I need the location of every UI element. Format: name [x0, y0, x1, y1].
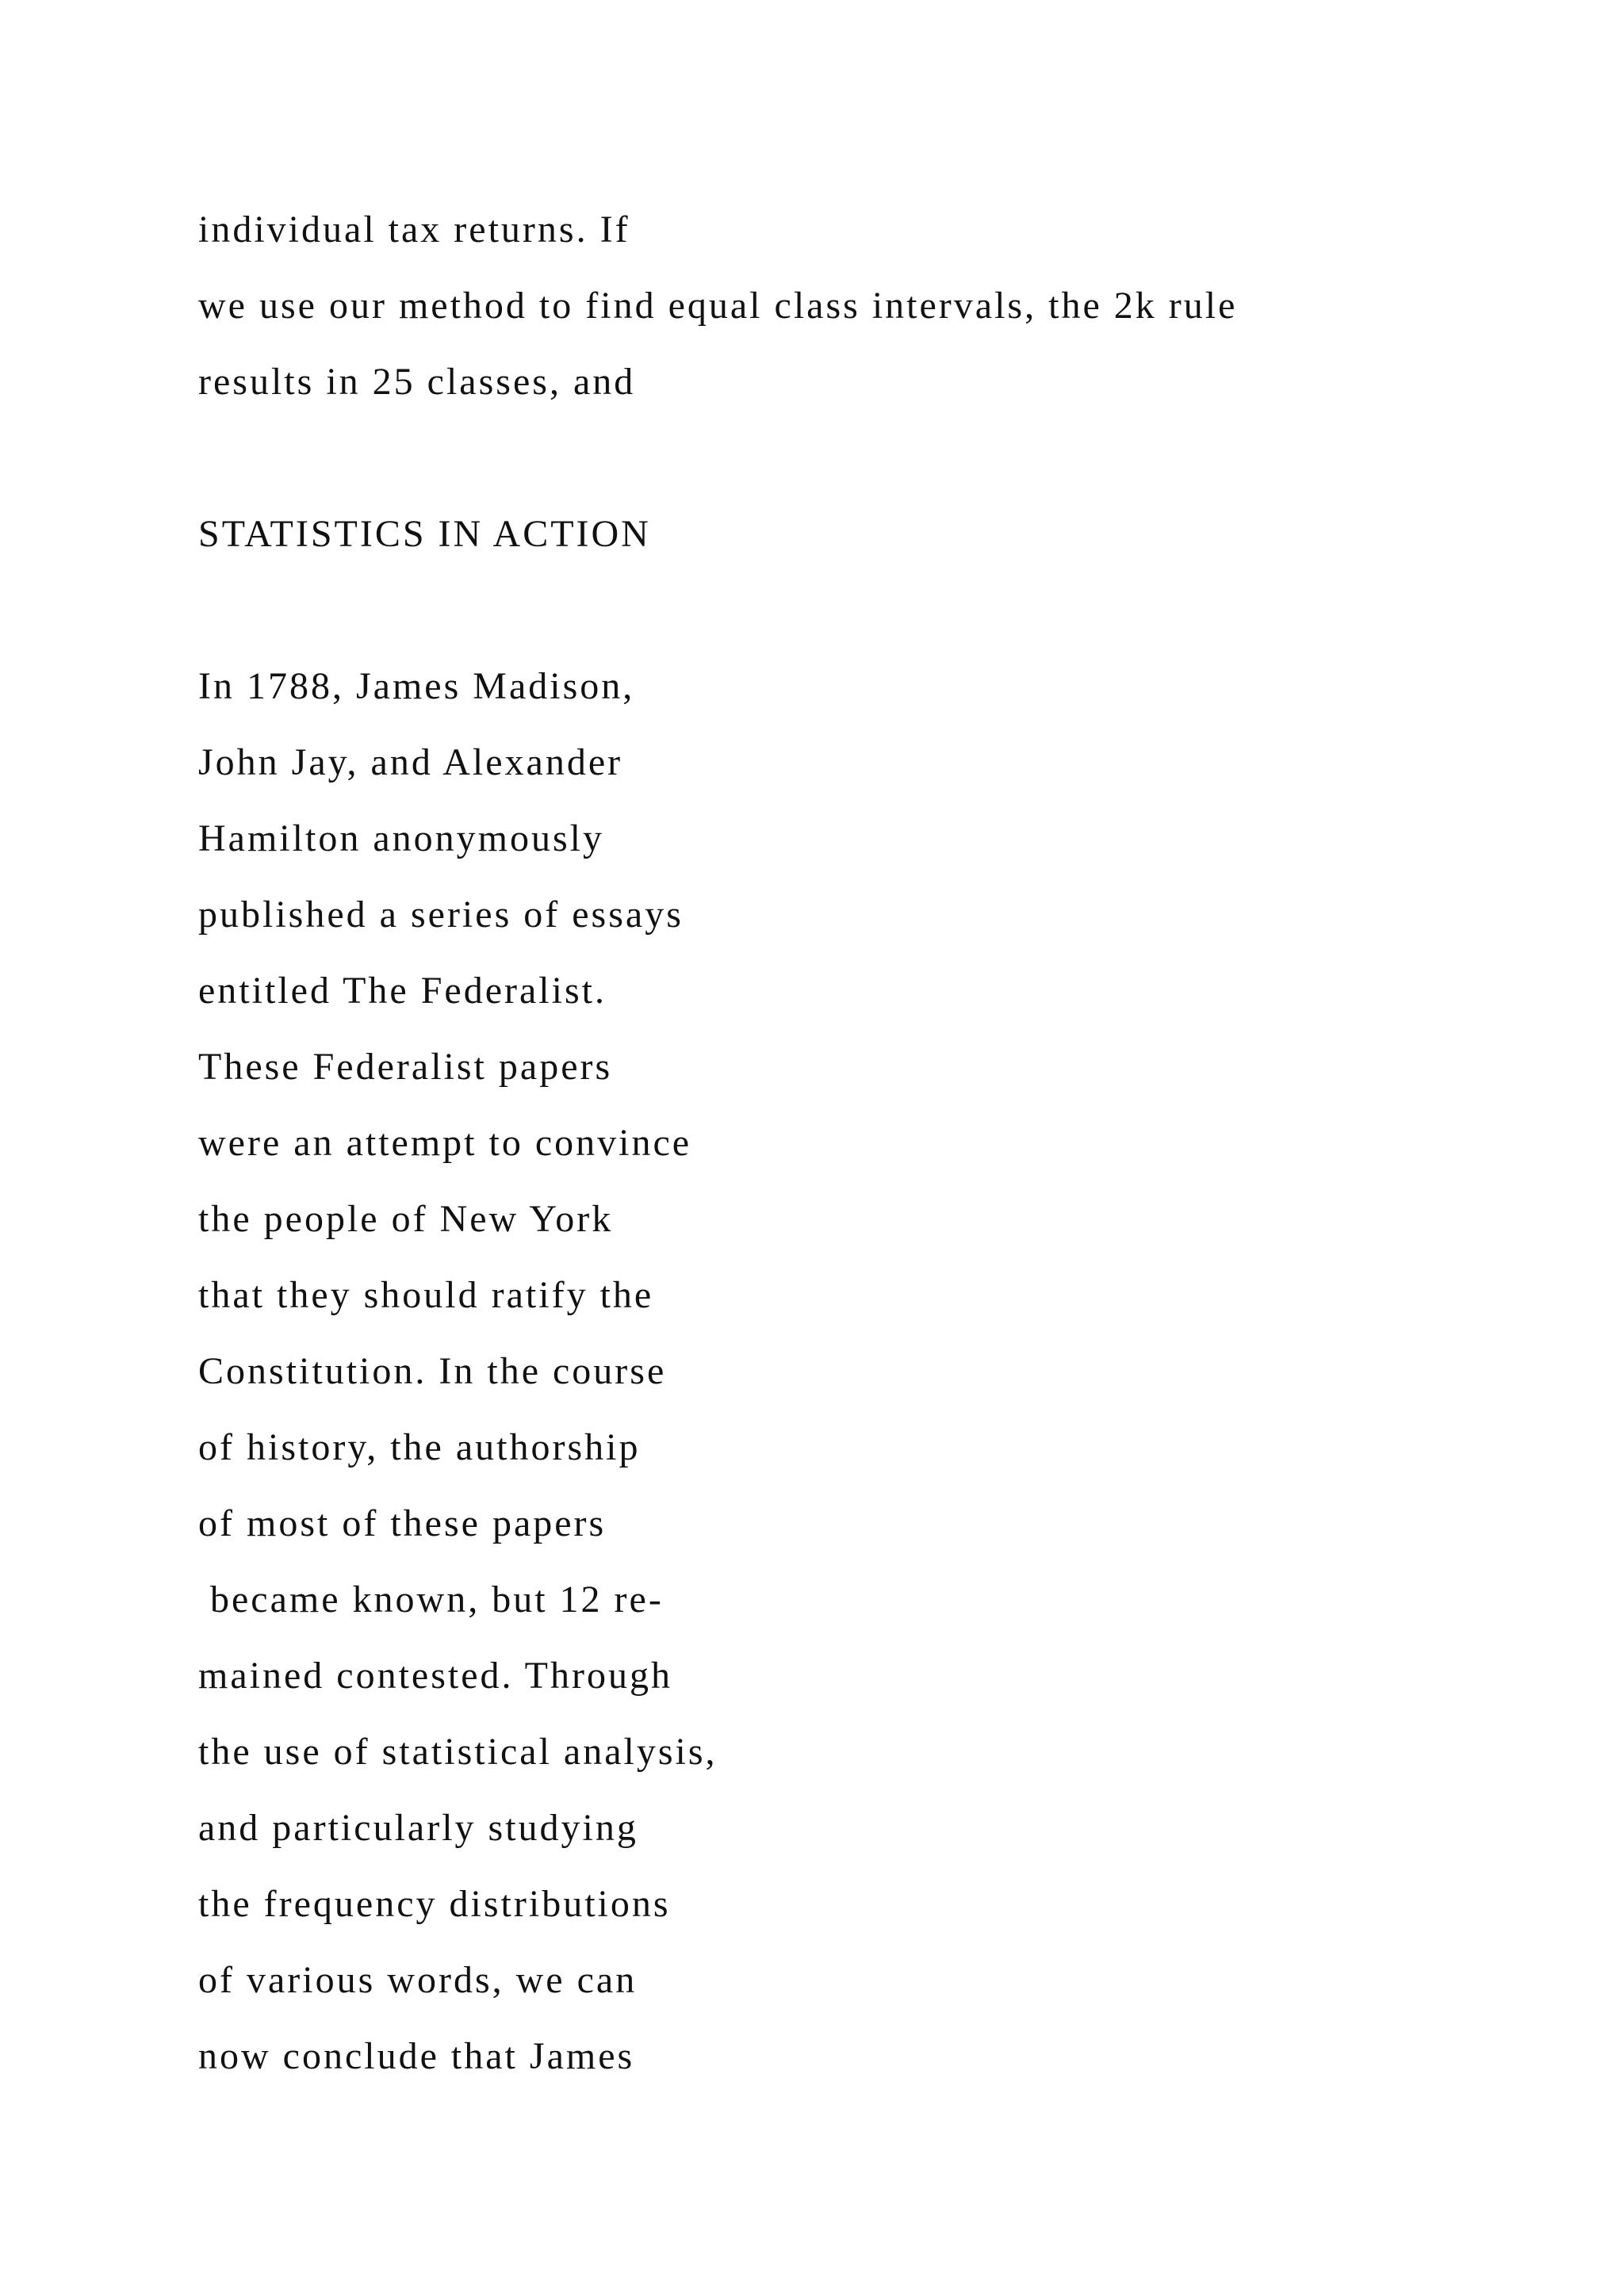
body-line: published a series of essays [198, 894, 684, 936]
body-line: the people of New York [198, 1198, 614, 1240]
body-line: now conclude that James [198, 2035, 635, 2077]
body-line: of most of these papers [198, 1502, 607, 1544]
body-line: Hamilton anonymously [198, 817, 604, 859]
intro-line: we use our method to find equal class intervals, the 2k rule [198, 285, 1238, 327]
body-line: the use of statistical analysis, [198, 1731, 718, 1773]
intro-line: individual tax returns. If [198, 209, 630, 251]
body-line: became known, but 12 re- [198, 1578, 664, 1621]
body-line: mained contested. Through [198, 1655, 672, 1697]
section-heading: STATISTICS IN ACTION [198, 513, 651, 555]
body-line: the frequency distributions [198, 1883, 671, 1925]
text-column [198, 192, 1546, 2095]
body-line: and particularly studying [198, 1807, 638, 1849]
body-line: that they should ratify the [198, 1274, 654, 1316]
body-line: were an attempt to convince [198, 1122, 692, 1164]
body-line: Constitution. In the course [198, 1350, 667, 1392]
paragraph-gap [198, 420, 1546, 496]
body-line: In 1788, James Madison, [198, 665, 635, 707]
intro-line: results in 25 classes, and [198, 361, 636, 403]
body-line: These Federalist papers [198, 1046, 613, 1088]
body-line: of history, the authorship [198, 1426, 641, 1468]
body-line: entitled The Federalist. [198, 970, 607, 1012]
body-line: of various words, we can [198, 1959, 638, 2001]
body-line: John Jay, and Alexander [198, 741, 623, 783]
paragraph-gap [198, 572, 1546, 649]
